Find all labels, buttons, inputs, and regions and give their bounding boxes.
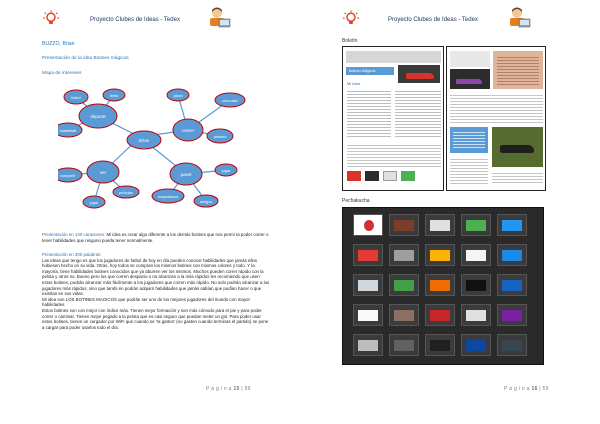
slide-thumb	[497, 304, 527, 326]
slide-thumb	[389, 334, 419, 356]
footer-page-number: 15	[233, 386, 240, 392]
newsletter-p2-header	[450, 51, 490, 67]
newsletter-page-2	[446, 46, 546, 191]
mindmap-node-futbol	[64, 90, 88, 104]
mindmap-label-pavel: pavel	[180, 172, 192, 177]
mindmap-node-postres	[207, 129, 233, 143]
mindmap-node-chocolate	[215, 93, 245, 107]
newsletter-thumb-2	[365, 171, 379, 181]
mindmap-node-comer	[173, 119, 203, 141]
page-footer: P á g i n a 16 | 59	[504, 386, 549, 392]
newsletter-title-bar	[346, 67, 394, 75]
pres140-text: Mi idea es crear algo diferente a los demás botines que nos permi ta poder correr o tener habilidades que ninguno pueda tener normalmente.	[42, 232, 269, 243]
slide-thumb	[497, 214, 527, 236]
newsletter-p2-sidebar	[493, 51, 543, 89]
slide-thumb	[353, 244, 383, 266]
mindmap-label-basketball: basketball	[59, 129, 77, 133]
mindmap-label-computadora: computadora	[157, 195, 179, 199]
slide-thumb	[425, 274, 455, 296]
footer-label: P á g i n a	[206, 386, 232, 392]
student-computer-icon	[205, 6, 231, 30]
student-computer-icon	[505, 6, 531, 30]
mindmap-node-pizza	[167, 89, 189, 101]
pres200-tail: Estos botines son con mejor con índice más. Tienen mejor formación y son más cómodo para el pie y para poder correr o caminar. Tienen mejor pegado a la pelota que es casi seguro que puedan meter un gol. Para poder usar estos botines, tienen un cargador por WiFi que cuando se 'ra garten' (no gasten cuando terminas el partido) se pone a cargar para poder usarlos todo el día.	[42, 307, 269, 330]
footer-page-number: 16	[531, 386, 538, 392]
pres200-paragraph	[42, 252, 270, 330]
slide-thumb	[425, 214, 455, 236]
newsletter-p2-photo	[450, 69, 490, 89]
footer-label: P á g i n a	[504, 386, 530, 392]
mindmap-node-compartir	[58, 168, 82, 182]
mindmap-node-jugar-pavel	[215, 164, 237, 176]
slide-thumb	[389, 304, 419, 326]
footer-total: 59	[542, 386, 549, 392]
slide-thumb	[461, 274, 491, 296]
newsletter-p2-text-2	[450, 157, 488, 185]
newsletter-page-1	[342, 46, 444, 191]
newsletter-subheading: Mi idea	[347, 81, 360, 86]
mindmap-label-tenis: tenis	[109, 94, 119, 98]
newsletter-p2-callout	[450, 127, 488, 153]
slide-thumb	[497, 244, 527, 266]
author-name: BUZZO, Brian	[42, 41, 75, 47]
mindmap-node-ver	[87, 161, 119, 183]
newsletter-banner	[346, 51, 441, 63]
mindmap-label-jugar-pavel: jugar	[221, 169, 231, 173]
newsletter-text-column-1	[347, 89, 391, 139]
slide-thumb	[389, 244, 419, 266]
slide-thumb	[353, 334, 383, 356]
newsletter-p2-text	[450, 93, 543, 123]
mindmap-node-peliculas	[113, 186, 139, 198]
slide-thumb	[497, 274, 527, 296]
slide-thumb	[461, 214, 491, 236]
mindmap-diagram	[58, 82, 268, 217]
pres200-highlight: Mi idea son LOS BOTINES MAGICOS que podrán ser uno de los mejores jugadores del mundo con mayor habilidades.	[42, 296, 250, 308]
mindmap-label-center: Brian	[138, 138, 150, 143]
slide-thumb	[389, 214, 419, 236]
mindmap-label-deporte: deporte	[90, 114, 106, 119]
pechakucha-slide-grid	[342, 207, 544, 365]
page-footer: P á g i n a 15 | 59	[206, 386, 251, 392]
mindmap-label-ver: ver	[99, 170, 107, 175]
mindmap-label-peliculas: películas	[118, 191, 134, 195]
pres200-label: Presentación en 200 palabras:	[42, 252, 102, 257]
newsletter-p2-text-3	[492, 171, 543, 185]
mindmap-node-jugar-ver	[83, 196, 105, 208]
mindmap-node-basketball	[58, 123, 82, 137]
header-title: Proyecto Clubes de Ideas - Tedex	[90, 17, 180, 23]
lightbulb-icon	[342, 10, 360, 28]
pres140-paragraph	[42, 232, 270, 243]
slide-thumb	[425, 304, 455, 326]
newsletter-thumb-4	[401, 171, 415, 181]
newsletter-text-column-2	[395, 89, 441, 139]
mindmap-label-pizza: pizza	[173, 94, 183, 98]
lightbulb-icon	[42, 10, 60, 28]
slide-thumb	[461, 304, 491, 326]
pechakucha-label: Pechakucha	[342, 198, 370, 204]
presentation-title: Presentación de la idea Botines mágicos	[42, 56, 129, 61]
mindmap-label-chocolate: chocolate	[222, 99, 238, 103]
newsletter-text-block	[347, 143, 441, 167]
boletin-label: Boletín	[342, 38, 358, 44]
slide-thumb	[353, 304, 383, 326]
mindmap-node-tenis	[103, 89, 125, 101]
pres200-text: Las ideas que tengo es que los jugadores de futbol de hoy en día pueden conocer habilidades que jamás ellos hubiesen hecho en su vida. Otras, hoy todos se compran los mismos botines con mismos colores y todo. Y la mayoría, tiene habilidades botines conocidos que ya aburren ver los mismos. Muchos pueden correr rápido con la pelota y otros no. Bueno pero los que corren despacio o no alcanzan a la más rápidos les recomiendo que usen estos botines, podrán alcanzar más fácilmente a los jugadores que corren más rápido. No solo podrán alcanzar a los jugadores más rápidos, sino que tambi én podrán adquirir habilidades que jamás sabían que podían hacer o que existían en sus vidas.	[42, 257, 270, 297]
mindmap-label-jugar-ver: jugar	[89, 201, 99, 205]
slide-thumb	[425, 244, 455, 266]
newsletter-p2-big-photo	[492, 127, 543, 167]
newsletter-heading: Botines Mágicos	[349, 69, 376, 73]
slide-thumb	[461, 334, 491, 356]
mindmap-node-center	[127, 131, 161, 149]
mindmap-node-amigos	[194, 195, 218, 207]
mindmap-node-deporte	[79, 104, 117, 128]
slide-thumb	[425, 334, 455, 356]
header-title: Proyecto Clubes de Ideas - Tedex	[388, 17, 478, 23]
newsletter-thumb-3	[383, 171, 397, 181]
mindmap-heading: Mapa de intereses	[42, 71, 82, 76]
slide-thumb	[353, 274, 383, 296]
mindmap-label-comer: comer	[181, 128, 195, 133]
slide-thumb	[461, 244, 491, 266]
mindmap-node-computadora	[152, 189, 184, 203]
footer-total: 59	[244, 386, 251, 392]
mindmap-label-compartir: compartir	[60, 174, 76, 178]
mindmap-label-futbol: futbol	[71, 96, 81, 100]
pres140-label: Presentación en 140 caracteres:	[42, 232, 106, 237]
slide-thumb	[353, 214, 383, 236]
mindmap-label-amigos: amigos	[199, 200, 213, 204]
mindmap-label-postres: postres	[213, 135, 227, 139]
slide-thumb	[389, 274, 419, 296]
newsletter-shoe-photo	[398, 65, 440, 83]
slide-thumb	[497, 334, 527, 356]
mindmap-node-pavel	[170, 163, 202, 185]
newsletter-thumb-1	[347, 171, 361, 181]
